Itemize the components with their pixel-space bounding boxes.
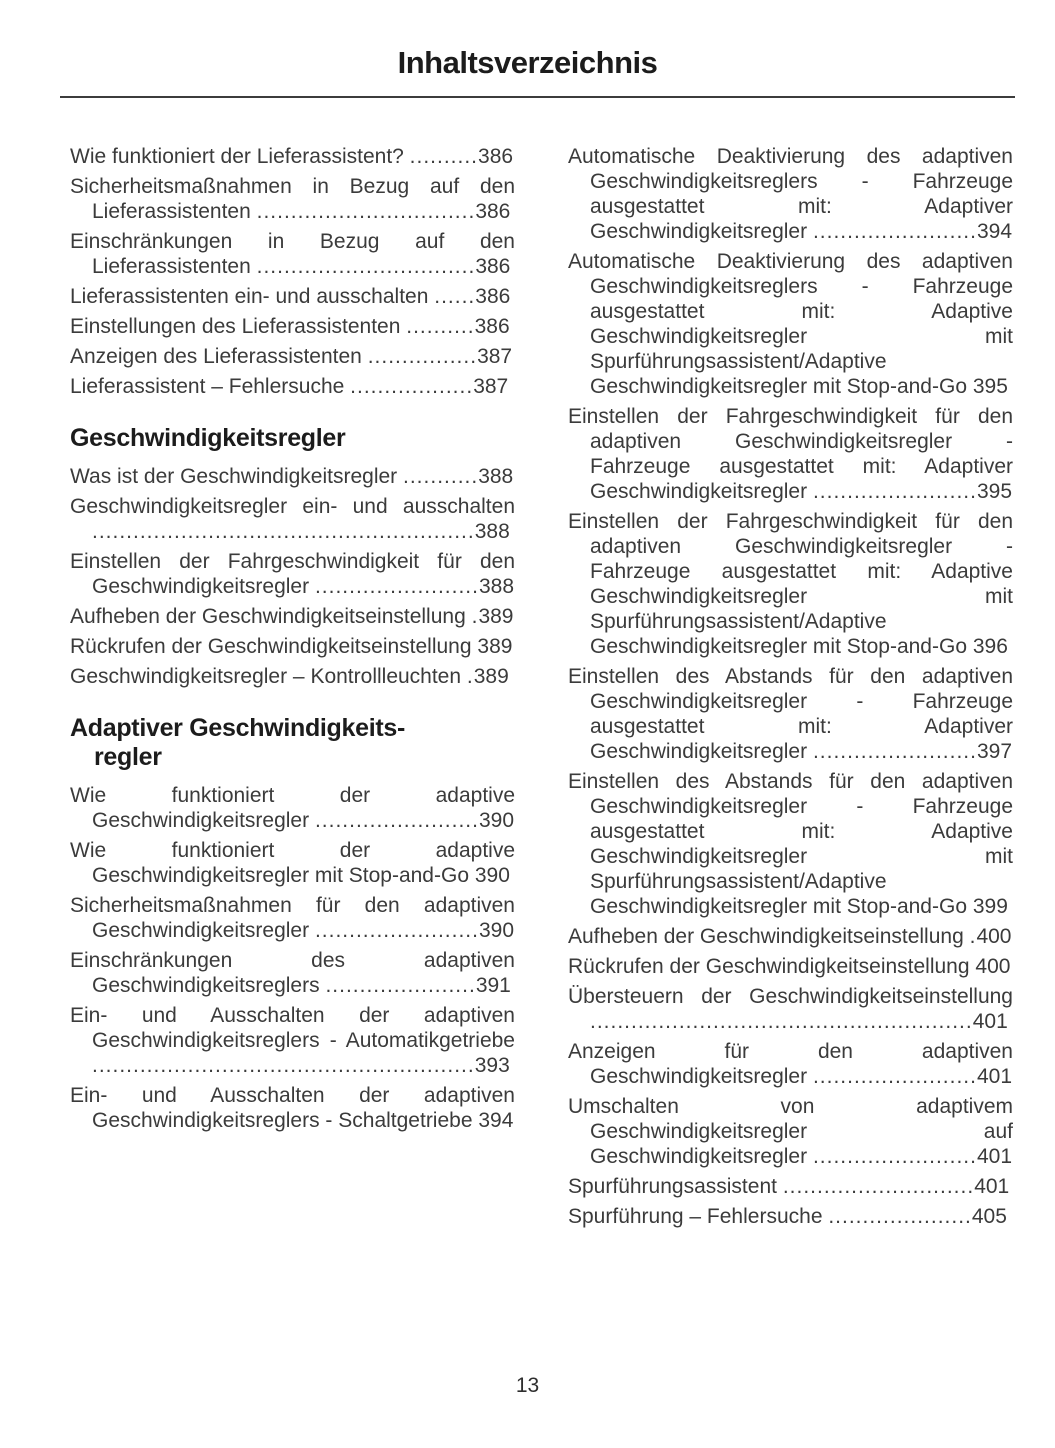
toc-entry <box>70 634 515 659</box>
toc-entry <box>70 838 515 888</box>
toc-entry <box>568 404 1013 504</box>
section-heading: Geschwindigkeitsregler <box>70 424 346 452</box>
toc-entry-title: Einstellen des Abstands für den adaptiven Geschwindigkeitsregler - Fahrzeuge ausgestattet mit: Adaptiver Geschwindigkeitsregler <box>568 665 1013 763</box>
toc-entry-page: 394 <box>976 220 1013 243</box>
toc-entry <box>568 769 1013 919</box>
toc-entry-page: 400 <box>976 925 1012 948</box>
toc-entry <box>568 924 1013 949</box>
toc-entry-title: Geschwindigkeitsregler ein- und ausschalten <box>70 495 515 518</box>
toc-entry-title: Anzeigen des Lieferassistenten <box>70 345 362 368</box>
leader-dots: .................. <box>350 375 474 398</box>
toc-entry-title: Automatische Deaktivierung des adaptiven Geschwindigkeitsreglers - Fahrzeuge ausgestattet mit: Adaptive Geschwindigkeitsregler mit Spurführungsassistent/Adaptive Geschwindigkeitsregler mit Stop-and-Go <box>568 250 1013 398</box>
toc-entry <box>568 144 1013 244</box>
toc-entry-page: 386 <box>478 145 514 168</box>
section-heading: Adaptiver Geschwindigkeits- regler <box>70 714 406 771</box>
toc-entry <box>568 509 1013 659</box>
toc-entry-page: 387 <box>477 345 513 368</box>
toc-entry-title: Lieferassistenten ein- und ausschalten <box>70 285 429 308</box>
toc-entry-title: Spurführung – Fehlersuche <box>568 1205 823 1228</box>
leader-dots: ........................ <box>812 220 977 243</box>
toc-entry-page: 389 <box>477 635 513 658</box>
leader-dots: ................................ <box>256 200 476 223</box>
toc-entry <box>568 954 1013 979</box>
toc-entry <box>568 664 1013 764</box>
toc-entry <box>70 284 515 309</box>
leader-dots: ........... <box>403 465 479 488</box>
leader-dots: ...... <box>434 285 476 308</box>
toc-entry-title: Spurführungsassistent <box>568 1175 777 1198</box>
toc-entry-page: 401 <box>972 1010 1008 1033</box>
toc-entry-title: Wie funktioniert der adaptive Geschwindigkeitsregler <box>70 784 515 832</box>
toc-column-left <box>70 144 515 1234</box>
toc-entry-title: Geschwindigkeitsregler – Kontrollleuchten <box>70 665 462 688</box>
toc-entry-title: Automatische Deaktivierung des adaptiven Geschwindigkeitsreglers - Fahrzeuge ausgestattet mit: Adaptiver Geschwindigkeitsregler <box>568 145 1013 243</box>
toc-entry-page: 386 <box>475 200 511 223</box>
toc-entry <box>568 984 1013 1034</box>
toc-entry-title: Aufheben der Geschwindigkeitseinstellung <box>70 605 466 628</box>
toc-entry-page: 391 <box>475 974 511 997</box>
toc-entry-page: 388 <box>474 520 510 543</box>
toc-entry-title: Ein- und Ausschalten der adaptiven Geschwindigkeitsreglers - Schaltgetriebe <box>70 1084 515 1132</box>
toc-entry-page: 389 <box>478 605 514 628</box>
leader-dots: ........................ <box>812 480 977 503</box>
toc-entry <box>568 1174 1013 1199</box>
toc-entry-title: Einstellen des Abstands für den adaptiven Geschwindigkeitsregler - Fahrzeuge ausgestattet mit: Adaptive Geschwindigkeitsregler mit Spurführungsassistent/Adaptive Geschwindigkeitsregler mit Stop-and-Go <box>568 770 1013 918</box>
toc-entry <box>70 464 515 489</box>
toc-entry-title: Übersteuern der Geschwindigkeitseinstellung <box>568 985 1013 1008</box>
toc-entry <box>70 314 515 339</box>
toc-entry <box>70 664 515 689</box>
leader-dots: ..................... <box>828 1205 972 1228</box>
toc-entry-page: 386 <box>475 285 511 308</box>
toc-entry-title: Einstellen der Fahrgeschwindigkeit für den adaptiven Geschwindigkeitsregler - Fahrzeuge ausgestattet mit: Adaptiver Geschwindigkeitsregler <box>568 405 1013 503</box>
header-divider <box>60 96 1015 98</box>
toc-entry-page: 390 <box>478 809 515 832</box>
toc-entry-page: 386 <box>475 255 511 278</box>
toc-entry-title: Aufheben der Geschwindigkeitseinstellung <box>568 925 964 948</box>
toc-column-right <box>568 144 1013 1234</box>
toc-entry-page: 386 <box>474 315 510 338</box>
toc-entry-title: Einstellen der Fahrgeschwindigkeit für den Geschwindigkeitsregler <box>70 550 515 598</box>
toc-entry-page: 389 <box>473 665 509 688</box>
toc-entry-page: 401 <box>976 1145 1013 1168</box>
toc-entry <box>568 1204 1013 1229</box>
toc-entry-page: 393 <box>474 1054 510 1077</box>
toc-entry-title: Was ist der Geschwindigkeitsregler <box>70 465 398 488</box>
toc-entry-page: 399 <box>972 895 1008 918</box>
leader-dots: .......... <box>406 315 475 338</box>
leader-dots: ........................ <box>314 919 479 942</box>
toc-entry-page: 401 <box>974 1175 1010 1198</box>
toc-entry-title: Lieferassistent – Fehlersuche <box>70 375 345 398</box>
leader-dots: ................ <box>367 345 478 368</box>
toc-entry-title: Einstellen der Fahrgeschwindigkeit für den adaptiven Geschwindigkeitsregler - Fahrzeuge ausgestattet mit: Adaptive Geschwindigkeitsregler mit Spurführungsassistent/Adaptive Geschwindigkeitsregler mit Stop-and-Go <box>568 510 1013 658</box>
toc-entry <box>70 604 515 629</box>
toc-entry-title: Einschränkungen in Bezug auf den Lieferassistenten <box>70 230 515 278</box>
leader-dots: . <box>471 605 479 628</box>
leader-dots: ........................................................ <box>590 1010 973 1033</box>
leader-dots: ................................ <box>256 255 476 278</box>
toc-entry <box>70 1003 515 1078</box>
page-number: 13 <box>515 1374 540 1397</box>
toc-entry-title: Umschalten von adaptivem Geschwindigkeitsregler auf Geschwindigkeitsregler <box>568 1095 1013 1168</box>
leader-dots: ........................................................ <box>92 1054 475 1077</box>
toc-entry-page: 390 <box>478 919 515 942</box>
page-footer <box>0 1374 1055 1398</box>
toc-entry-title: Einschränkungen des adaptiven Geschwindigkeitsreglers <box>70 949 515 997</box>
toc-entry <box>568 1039 1013 1089</box>
toc-entry-title: Einstellungen des Lieferassistenten <box>70 315 401 338</box>
leader-dots: ........................ <box>812 1145 977 1168</box>
toc-entry-title: Anzeigen für den adaptiven Geschwindigkeitsregler <box>568 1040 1013 1088</box>
toc-entry-page: 395 <box>972 375 1008 398</box>
toc-entry-page: 405 <box>971 1205 1007 1228</box>
toc-entry-title: Wie funktioniert der adaptive Geschwindigkeitsregler mit Stop-and-Go <box>70 839 515 887</box>
toc-entry-page: 390 <box>474 864 510 887</box>
leader-dots: ........................ <box>812 740 977 763</box>
toc-entry <box>70 229 515 279</box>
toc-entry-page: 401 <box>976 1065 1013 1088</box>
toc-entry <box>70 948 515 998</box>
toc-entry <box>70 374 515 399</box>
toc-entry <box>70 344 515 369</box>
toc-entry-title: Sicherheitsmaßnahmen in Bezug auf den Lieferassistenten <box>70 175 515 223</box>
toc-entry-title: Wie funktioniert der Lieferassistent? <box>70 145 404 168</box>
toc-entry <box>70 144 515 169</box>
toc-entry <box>70 494 515 544</box>
page-title: Inhaltsverzeichnis <box>397 45 658 80</box>
toc-entry <box>70 549 515 599</box>
page-header <box>0 0 1055 98</box>
leader-dots: . <box>969 925 977 948</box>
toc-entry-page: 394 <box>478 1109 514 1132</box>
toc-entry <box>70 893 515 943</box>
toc-entry-page: 396 <box>972 635 1008 658</box>
toc-entry-page: 395 <box>976 480 1013 503</box>
toc-entry-title: Sicherheitsmaßnahmen für den adaptiven Geschwindigkeitsregler <box>70 894 515 942</box>
toc-entry-title: Rückrufen der Geschwindigkeitseinstellung <box>70 635 472 658</box>
leader-dots: .......... <box>409 145 479 168</box>
toc-entry-page: 388 <box>478 575 515 598</box>
leader-dots: ........................ <box>314 575 479 598</box>
leader-dots: ............................ <box>782 1175 975 1198</box>
toc-entry-page: 400 <box>975 955 1011 978</box>
toc-entry-page: 397 <box>976 740 1013 763</box>
toc-entry <box>568 249 1013 399</box>
leader-dots: ...................... <box>325 974 476 997</box>
toc-entry-page: 388 <box>478 465 514 488</box>
toc-entry <box>568 1094 1013 1169</box>
toc-columns <box>70 144 1013 1234</box>
leader-dots: ........................ <box>314 809 479 832</box>
toc-entry <box>70 174 515 224</box>
toc-entry <box>70 1083 515 1133</box>
toc-entry-title: Rückrufen der Geschwindigkeitseinstellung <box>568 955 970 978</box>
toc-entry-page: 387 <box>473 375 509 398</box>
toc-entry-title: Ein- und Ausschalten der adaptiven Geschwindigkeitsreglers - Automatikgetriebe <box>70 1004 515 1052</box>
leader-dots: ........................ <box>812 1065 977 1088</box>
leader-dots: ........................................................ <box>92 520 475 543</box>
leader-dots: . <box>466 665 474 688</box>
toc-entry <box>70 783 515 833</box>
